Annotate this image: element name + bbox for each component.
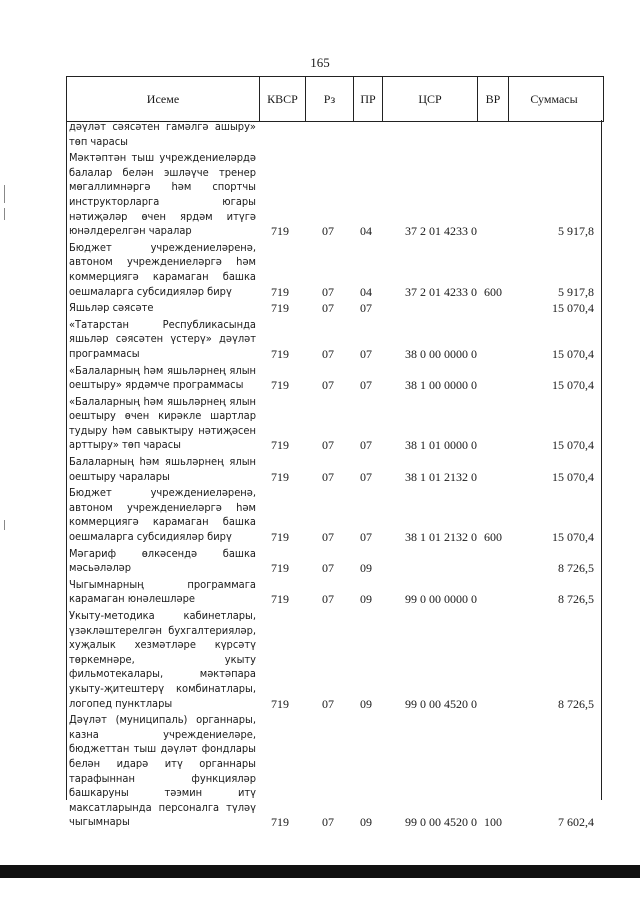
column-header-kvsr: КВСР (260, 77, 306, 121)
row-name: Бюджет учреждениеләренә, автоном учреждениеләргә һәм коммерциягә карамаган башка оешмаларга субсидияләр бирү (69, 486, 256, 544)
row-csr: 38 1 00 0000 0 (405, 378, 477, 393)
column-header-sum: Суммасы (530, 91, 578, 106)
row-pr: 09 (360, 815, 372, 830)
scan-border-bottom (0, 865, 640, 878)
row-kvsr: 719 (271, 561, 289, 576)
scan-mark (4, 208, 5, 220)
row-kvsr: 719 (271, 438, 289, 453)
table-row (66, 364, 602, 393)
row-name: «Балаларның һәм яшьләрнең ялын оештыру» ярдәмче программасы (69, 363, 256, 392)
row-vr: 600 (484, 530, 502, 545)
column-header-rz: Рз (306, 77, 354, 121)
row-sum: 15 070,4 (552, 301, 594, 316)
row-name: Бюджет учреждениеләренә, автоном учреждениеләргә һәм коммерциягә карамаган башка оешмаларга субсидияләр бирү (69, 240, 256, 298)
row-sum: 15 070,4 (552, 346, 594, 361)
row-sum: 5 917,8 (558, 284, 594, 299)
row-csr: 37 2 01 4233 0 (405, 224, 477, 239)
scan-mark (4, 520, 5, 530)
row-name: Укыту-методика кабинетлары, үзәкләштерелгән бухгалтерияләр, хуҗалык хезмәтләре күрсәтү төркемнәре, укыту фильмотекалары, мәктәпара укыту-җитештерү комбинатлары, логопед пунктлары (69, 609, 256, 710)
row-rz: 07 (322, 301, 334, 316)
row-csr: 38 0 00 0000 0 (405, 346, 477, 361)
row-name: Яшьләр сәясәте (69, 301, 154, 315)
row-kvsr: 719 (271, 696, 289, 711)
row-csr: 38 1 01 0000 0 (405, 438, 477, 453)
row-name: Мәктәптән тыш учреждениеләрдә балалар белән эшләүче тренер мөгаллимнәргә һәм спортчы инструкторларга югары нәтиҗәләр өчен ярдәм итүгә юнәлдерелгән чаралар (69, 151, 256, 238)
row-kvsr: 719 (271, 346, 289, 361)
row-rz: 07 (322, 469, 334, 484)
table-row (66, 120, 602, 149)
table-row (66, 578, 602, 607)
row-csr: 38 1 01 2132 0 (405, 530, 477, 545)
row-pr: 04 (360, 284, 372, 299)
row-kvsr: 719 (271, 224, 289, 239)
row-name: Балаларның һәм яшьләрнең ялын оештыру чаралары (69, 455, 256, 483)
row-kvsr: 719 (271, 530, 289, 545)
row-sum: 8 726,5 (558, 561, 594, 576)
row-csr: 99 0 00 4520 0 (405, 815, 477, 830)
row-rz: 07 (322, 561, 334, 576)
row-sum: 8 726,5 (558, 592, 594, 607)
row-pr: 07 (360, 346, 372, 361)
row-sum: 15 070,4 (552, 530, 594, 545)
table-row (66, 486, 602, 544)
row-rz: 07 (322, 438, 334, 453)
row-kvsr: 719 (271, 284, 289, 299)
row-sum: 15 070,4 (552, 378, 594, 393)
table-row (66, 609, 602, 711)
row-pr: 04 (360, 224, 372, 239)
row-rz: 07 (322, 378, 334, 393)
row-sum: 7 602,4 (558, 815, 594, 830)
table-row (66, 713, 602, 830)
row-kvsr: 719 (271, 469, 289, 484)
table-header (66, 76, 604, 122)
row-kvsr: 719 (271, 815, 289, 830)
row-kvsr: 719 (271, 378, 289, 393)
row-name: дәүләт сәясәтен гамәлгә ашыру» төп чарасы (69, 120, 256, 148)
row-name: «Татарстан Республикасында яшьләр сәясәтен үстерү» дәүләт программасы (69, 317, 256, 360)
table-row (66, 151, 602, 239)
table-row (66, 241, 602, 299)
row-vr: 600 (484, 284, 502, 299)
scan-mark (4, 185, 5, 203)
row-pr: 07 (360, 469, 372, 484)
row-pr: 09 (360, 561, 372, 576)
column-header-csr: ЦСР (383, 77, 478, 121)
page-number: 165 (310, 55, 330, 70)
row-rz: 07 (322, 815, 334, 830)
table-row (66, 318, 602, 362)
row-kvsr: 719 (271, 592, 289, 607)
column-header-pr: ПР (354, 77, 383, 121)
row-pr: 09 (360, 696, 372, 711)
table-body (66, 120, 602, 830)
table-row (66, 547, 602, 576)
table-row (66, 455, 602, 484)
row-name: Чыгымнарның программага карамаган юнәлешләре (69, 577, 256, 606)
row-rz: 07 (322, 530, 334, 545)
row-kvsr: 719 (271, 301, 289, 316)
row-sum: 5 917,8 (558, 224, 594, 239)
row-pr: 07 (360, 530, 372, 545)
row-csr: 99 0 00 0000 0 (405, 592, 477, 607)
row-csr: 37 2 01 4233 0 (405, 284, 477, 299)
row-rz: 07 (322, 284, 334, 299)
row-rz: 07 (322, 592, 334, 607)
row-rz: 07 (322, 346, 334, 361)
row-csr: 38 1 01 2132 0 (405, 469, 477, 484)
row-pr: 07 (360, 378, 372, 393)
row-rz: 07 (322, 224, 334, 239)
row-pr: 07 (360, 438, 372, 453)
row-name: «Балаларның һәм яшьләрнең ялын оештыру өчен кирәкле шартлар тудыру һәм савыктыру нәтиҗәсен арттыру» төп чарасы (69, 394, 256, 452)
row-name: Дәүләт (муниципаль) органнары, казна учреждениеләре, бюджеттан тыш дәүләт фондлары белән идарә итү органнары тарафыннан функцияләр башкаруны тәэмин итү максатларында персоналга түләү чыгымнары (69, 713, 256, 829)
row-csr: 99 0 00 4520 0 (405, 696, 477, 711)
row-sum: 15 070,4 (552, 438, 594, 453)
row-vr: 100 (484, 815, 502, 830)
column-header-name: Исеме (67, 77, 260, 121)
row-pr: 07 (360, 301, 372, 316)
row-sum: 8 726,5 (558, 696, 594, 711)
row-name: Мәгариф өлкәсендә башка мәсьәләләр (69, 546, 256, 575)
column-header-vr: ВР (478, 77, 509, 121)
table-row (66, 301, 602, 316)
row-sum: 15 070,4 (552, 469, 594, 484)
row-rz: 07 (322, 696, 334, 711)
table-row (66, 395, 602, 453)
row-pr: 09 (360, 592, 372, 607)
